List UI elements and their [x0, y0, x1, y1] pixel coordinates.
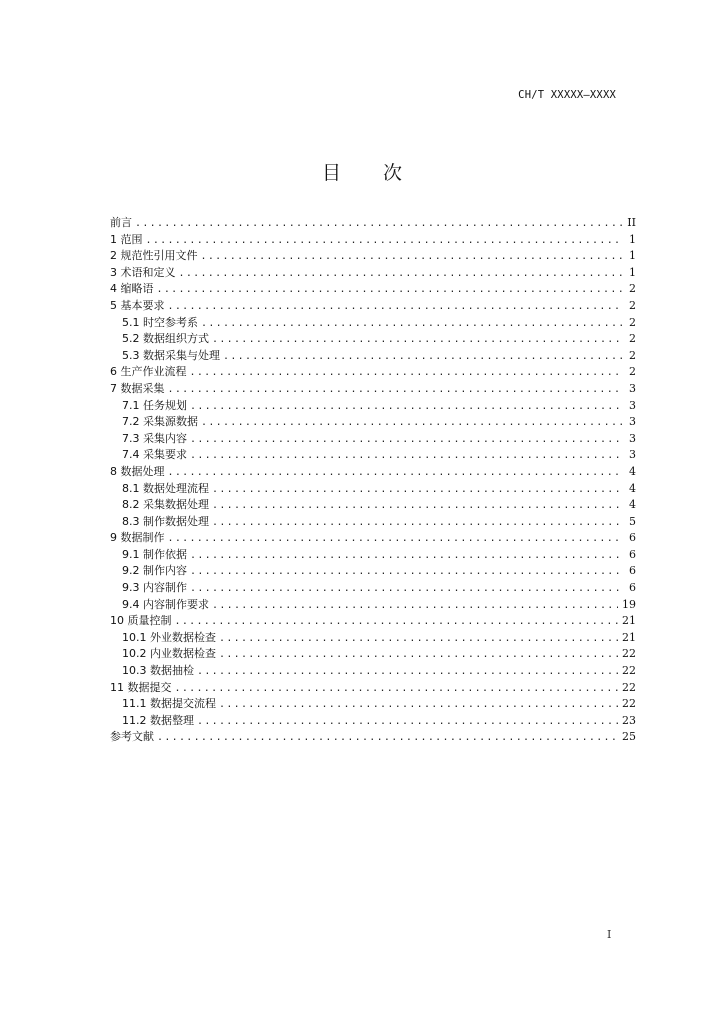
- toc-entry[interactable]: [110, 232, 636, 249]
- toc-entry-page: 1: [629, 265, 636, 279]
- toc-entry-page: 1: [629, 232, 636, 246]
- toc-entry[interactable]: [110, 547, 636, 564]
- toc-entry[interactable]: [110, 729, 636, 746]
- toc-dot-leader: [179, 266, 623, 283]
- toc-dot-leader: [219, 631, 618, 648]
- toc-entry-label: 11.2 数据整理: [122, 713, 194, 727]
- toc-entry-page: 2: [629, 332, 636, 346]
- toc-entry-page: 4: [629, 464, 636, 478]
- toc-entry[interactable]: [110, 630, 636, 647]
- toc-entry-page: 3: [629, 398, 636, 412]
- toc-dot-leader: [201, 415, 622, 432]
- toc-dot-leader: [190, 365, 623, 382]
- toc-entry-label: 11.1 数据提交流程: [122, 697, 216, 711]
- toc-entry-page: 25: [622, 730, 636, 744]
- toc-entry-page: 4: [629, 498, 636, 512]
- toc-entry[interactable]: [110, 613, 636, 630]
- toc-dot-leader: [190, 581, 622, 598]
- toc-dot-leader: [223, 349, 622, 366]
- toc-dot-leader: [219, 647, 618, 664]
- toc-entry[interactable]: [110, 248, 636, 265]
- toc-dot-leader: [168, 465, 623, 482]
- toc-entry-page: 23: [622, 713, 636, 727]
- toc-entry-label: 参考文献: [110, 730, 154, 744]
- toc-entry[interactable]: [110, 713, 636, 730]
- toc-entry-label: 5.1 时空参考系: [122, 315, 198, 329]
- toc-dot-leader: [212, 332, 622, 349]
- toc-entry[interactable]: [110, 646, 636, 663]
- toc-dot-leader: [219, 697, 618, 714]
- toc-entry[interactable]: [110, 298, 636, 315]
- toc-dot-leader: [135, 216, 622, 233]
- toc-entry-label: 5.3 数据采集与处理: [122, 348, 220, 362]
- toc-entry-page: 6: [629, 564, 636, 578]
- toc-dot-leader: [157, 282, 623, 299]
- toc-entry-page: 2: [629, 315, 636, 329]
- toc-entry-label: 10.1 外业数据检查: [122, 630, 216, 644]
- toc-entry-label: 2 规范性引用文件: [110, 249, 198, 263]
- toc-dot-leader: [175, 614, 619, 631]
- toc-title: 目 次: [321, 162, 421, 184]
- toc-entry-label: 8.2 采集数据处理: [122, 498, 209, 512]
- table-of-contents: [110, 215, 636, 746]
- toc-entry[interactable]: [110, 580, 636, 597]
- document-code: CH/T XXXXX—XXXX: [518, 89, 616, 101]
- toc-dot-leader: [212, 598, 618, 615]
- toc-dot-leader: [168, 299, 623, 316]
- toc-entry[interactable]: [110, 696, 636, 713]
- toc-entry[interactable]: [110, 414, 636, 431]
- page-number: I: [607, 928, 612, 941]
- toc-entry-label: 7.2 采集源数据: [122, 415, 198, 429]
- toc-entry-label: 9.3 内容制作: [122, 581, 187, 595]
- toc-dot-leader: [190, 548, 622, 565]
- toc-entry[interactable]: [110, 514, 636, 531]
- toc-entry-page: 5: [629, 514, 636, 528]
- toc-entry[interactable]: [110, 315, 636, 332]
- toc-entry-page: 2: [629, 298, 636, 312]
- toc-entry[interactable]: [110, 398, 636, 415]
- toc-entry-label: 3 术语和定义: [110, 265, 176, 279]
- toc-entry-page: 21: [622, 614, 636, 628]
- toc-dot-leader: [212, 498, 622, 515]
- toc-entry-page: 22: [622, 697, 636, 711]
- toc-entry-page: 2: [629, 348, 636, 362]
- toc-entry-label: 5 基本要求: [110, 298, 165, 312]
- toc-entry[interactable]: [110, 265, 636, 282]
- toc-entry-page: 3: [629, 431, 636, 445]
- toc-entry-label: 6 生产作业流程: [110, 365, 187, 379]
- toc-entry[interactable]: [110, 680, 636, 697]
- toc-entry-page: 2: [629, 365, 636, 379]
- toc-dot-leader: [175, 681, 619, 698]
- toc-entry-page: 3: [629, 448, 636, 462]
- toc-entry[interactable]: [110, 281, 636, 298]
- toc-entry-label: 8 数据处理: [110, 464, 165, 478]
- toc-entry-label: 1 范围: [110, 232, 143, 246]
- toc-entry-page: 21: [622, 630, 636, 644]
- toc-dot-leader: [190, 448, 622, 465]
- toc-entry-label: 5.2 数据组织方式: [122, 332, 209, 346]
- toc-entry-label: 10.2 内业数据检查: [122, 647, 216, 661]
- toc-entry[interactable]: [110, 597, 636, 614]
- toc-entry-label: 8.3 制作数据处理: [122, 514, 209, 528]
- toc-entry-page: II: [627, 216, 636, 229]
- toc-entry-page: 3: [629, 381, 636, 395]
- toc-dot-leader: [168, 531, 623, 548]
- toc-entry-label: 10 质量控制: [110, 614, 172, 628]
- toc-dot-leader: [190, 432, 622, 449]
- toc-entry-label: 9.1 制作依据: [122, 547, 187, 561]
- toc-entry-page: 22: [622, 664, 636, 678]
- toc-entry[interactable]: [110, 331, 636, 348]
- toc-entry[interactable]: [110, 481, 636, 498]
- toc-entry[interactable]: [110, 464, 636, 481]
- toc-entry-label: 11 数据提交: [110, 680, 172, 694]
- toc-entry[interactable]: [110, 663, 636, 680]
- toc-entry[interactable]: [110, 348, 636, 365]
- toc-entry-page: 4: [629, 481, 636, 495]
- toc-entry[interactable]: [110, 563, 636, 580]
- toc-entry[interactable]: [110, 530, 636, 547]
- toc-entry-label: 7.3 采集内容: [122, 431, 187, 445]
- toc-entry-page: 19: [622, 597, 636, 611]
- toc-dot-leader: [168, 382, 623, 399]
- toc-dot-leader: [197, 664, 618, 681]
- toc-entry-label: 4 缩略语: [110, 282, 154, 296]
- toc-dot-leader: [201, 316, 622, 333]
- toc-entry-page: 6: [629, 531, 636, 545]
- toc-entry-label: 8.1 数据处理流程: [122, 481, 209, 495]
- toc-dot-leader: [190, 564, 622, 581]
- toc-dot-leader: [190, 399, 622, 416]
- toc-entry[interactable]: [110, 447, 636, 464]
- toc-entry-label: 7.4 采集要求: [122, 448, 187, 462]
- toc-dot-leader: [212, 515, 622, 532]
- toc-entry-page: 3: [629, 415, 636, 429]
- toc-entry-page: 2: [629, 282, 636, 296]
- toc-entry[interactable]: [110, 497, 636, 514]
- toc-entry-label: 9 数据制作: [110, 531, 165, 545]
- toc-entry-label: 9.2 制作内容: [122, 564, 187, 578]
- toc-entry-page: 22: [622, 647, 636, 661]
- toc-entry-page: 6: [629, 581, 636, 595]
- toc-entry-label: 7 数据采集: [110, 381, 165, 395]
- toc-entry-page: 1: [629, 249, 636, 263]
- toc-entry[interactable]: [110, 215, 636, 232]
- toc-entry-label: 7.1 任务规划: [122, 398, 187, 412]
- toc-entry[interactable]: [110, 431, 636, 448]
- toc-dot-leader: [157, 730, 618, 747]
- toc-dot-leader: [201, 249, 623, 266]
- toc-entry-page: 6: [629, 547, 636, 561]
- toc-dot-leader: [197, 714, 618, 731]
- toc-entry[interactable]: [110, 381, 636, 398]
- toc-dot-leader: [212, 482, 622, 499]
- toc-entry-page: 22: [622, 680, 636, 694]
- toc-entry[interactable]: [110, 364, 636, 381]
- toc-dot-leader: [146, 233, 623, 250]
- toc-entry-label: 10.3 数据抽检: [122, 664, 194, 678]
- toc-entry-label: 前言: [110, 216, 132, 229]
- toc-entry-label: 9.4 内容制作要求: [122, 597, 209, 611]
